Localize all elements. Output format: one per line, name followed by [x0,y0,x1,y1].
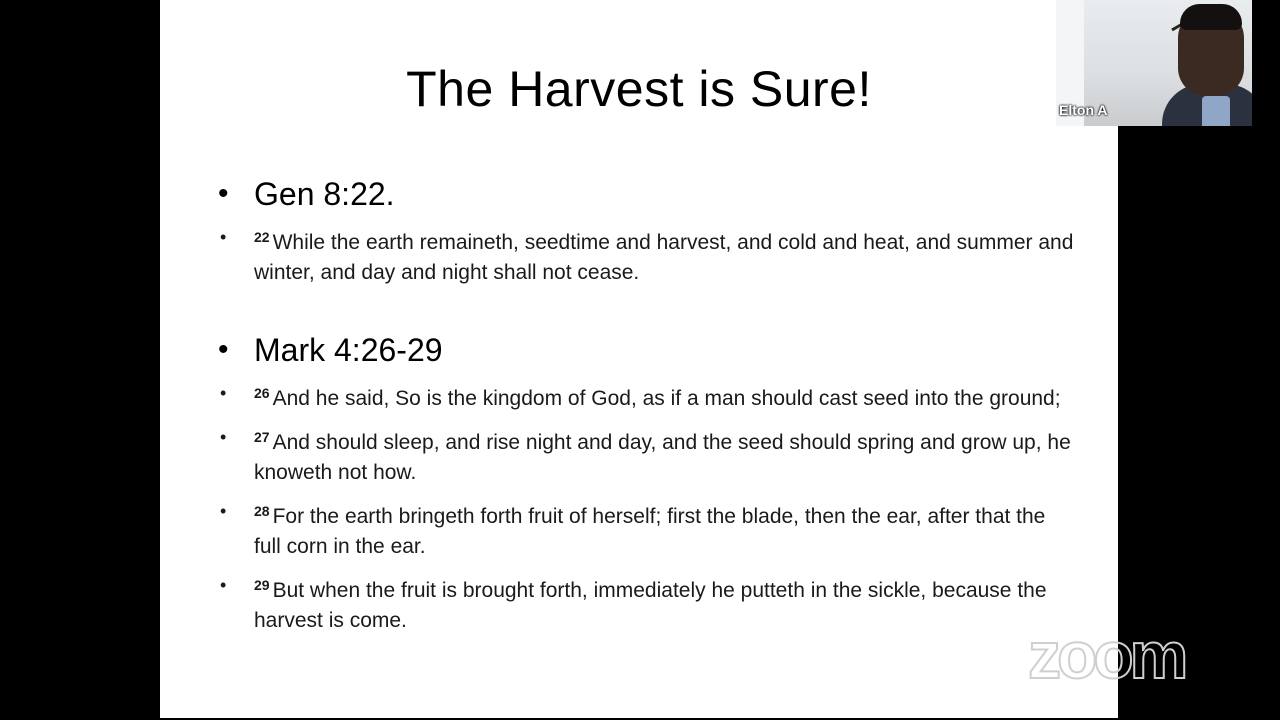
verse-text: While the earth remaineth, seedtime and harvest, and cold and heat, and summer and winter, and day and night shall not cease. [254,231,1074,284]
verse-number: 27 [254,429,270,445]
verse-number: 22 [254,229,270,245]
participant-name-label: Elton A [1059,102,1108,118]
bullet-icon: • [220,575,227,595]
shared-slide [160,0,1118,718]
scripture-reference [214,330,1074,370]
bullet-icon: • [220,501,227,521]
verse-text: And should sleep, and rise night and day, and the seed should spring and grow up, he knoweth not how. [254,431,1071,484]
verse-item [214,222,1074,288]
scripture-section-genesis [214,174,1074,288]
reference-text: Mark 4:26-29 [254,332,443,368]
participant-hair [1180,4,1242,30]
participant-shirt [1202,96,1230,126]
reference-text: Gen 8:22. [254,176,395,212]
verse-item [214,422,1074,488]
scripture-reference [214,174,1074,214]
participant-video-tile[interactable] [1056,0,1252,126]
verse-number: 28 [254,503,270,519]
verse-text: And he said, So is the kingdom of God, as if a man should cast seed into the ground; [272,387,1061,410]
bullet-icon: • [220,427,227,447]
bullet-icon: • [220,227,227,247]
slide-title: The Harvest is Sure! [406,61,872,117]
verse-text: For the earth bringeth forth fruit of herself; first the blade, then the ear, after that the full corn in the ear. [254,505,1046,558]
verse-number: 29 [254,577,270,593]
verse-number: 26 [254,385,270,401]
verse-item [214,570,1074,636]
verse-item [214,496,1074,562]
scripture-section-mark [214,330,1074,636]
slide-content [214,174,1074,636]
bullet-icon: • [220,383,227,403]
verse-text: But when the fruit is brought forth, immediately he putteth in the sickle, because the harvest is come. [254,579,1047,632]
bullet-icon: • [218,177,229,210]
bullet-icon: • [218,333,229,366]
zoom-logo-watermark: zoom [1028,618,1185,692]
verse-item [214,378,1074,414]
